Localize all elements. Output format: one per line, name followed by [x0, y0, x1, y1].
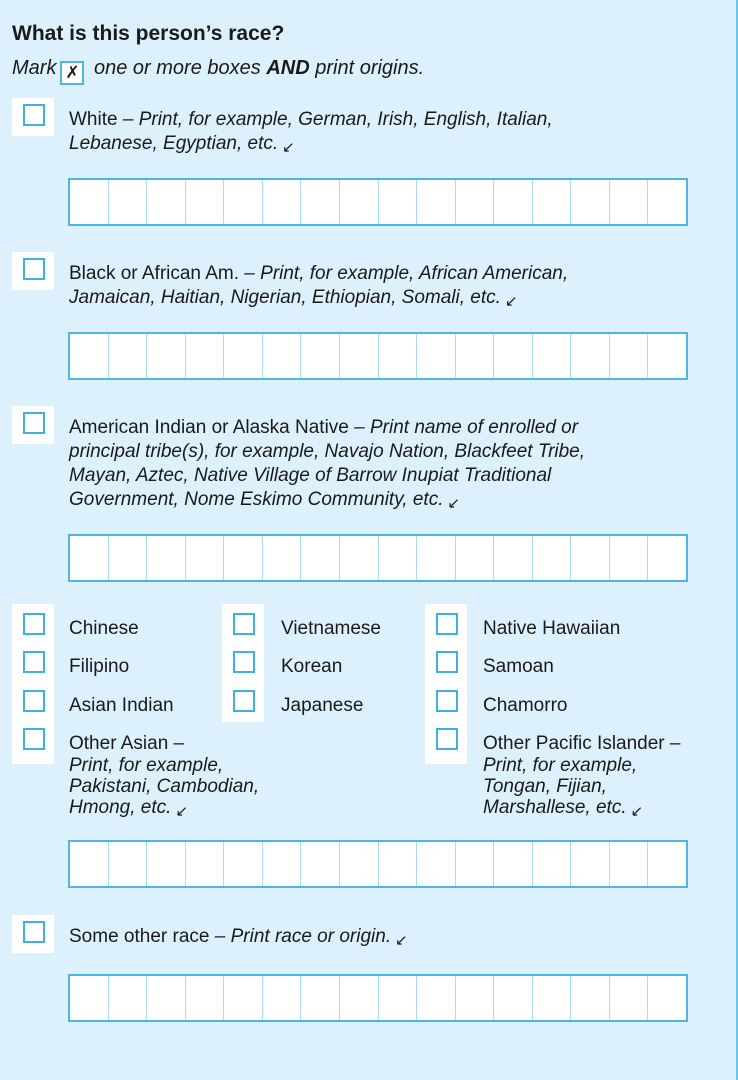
aian-instruction-line1: – Print name of enrolled or	[348, 417, 579, 438]
chinese-checkbox-wrap	[12, 607, 54, 645]
chinese-label: Chinese	[69, 618, 139, 639]
x-mark-icon: ✗	[60, 61, 84, 85]
black-checkbox[interactable]	[23, 258, 45, 280]
instr-mark-text: Mark	[12, 57, 57, 79]
native-hawaiian-label: Native Hawaiian	[483, 618, 621, 639]
question-heading: What is this person’s race?	[12, 22, 285, 45]
asian-indian-checkbox-wrap	[12, 684, 54, 722]
filipino-checkbox-wrap	[12, 645, 54, 683]
arrow-down-left-icon: ↙	[395, 932, 408, 949]
black-label	[69, 262, 568, 286]
some-other-race-instruction: – Print race or origin.	[209, 926, 392, 947]
other-pacific-label: Other Pacific Islander –	[483, 733, 681, 754]
some-other-race-checkbox-wrap	[12, 915, 54, 953]
aian-label-text: American Indian or Alaska Native	[69, 417, 349, 438]
some-other-race-input[interactable]	[68, 974, 688, 1022]
some-other-race-label	[69, 925, 408, 950]
chamorro-checkbox[interactable]	[436, 690, 458, 712]
japanese-checkbox-wrap	[222, 684, 264, 722]
other-pacific-instruction-line2: Print, for example,	[483, 755, 638, 776]
white-instruction-line1: – Print, for example, German, Irish, English, Italian,	[117, 109, 553, 130]
asian-indian-label: Asian Indian	[69, 695, 174, 716]
white-label	[69, 108, 553, 132]
arrow-down-left-icon: ↙	[447, 495, 461, 512]
black-instruction-line1: – Print, for example, African American,	[239, 263, 569, 284]
other-pacific-instruction-line3: Tongan, Fijian,	[483, 776, 607, 797]
asian-indian-checkbox[interactable]	[23, 690, 45, 712]
black-label-text: Black or African Am.	[69, 263, 240, 284]
other-asian-instruction-line2: Print, for example,	[69, 755, 224, 776]
instr-mid-text: one or more boxes	[88, 57, 267, 79]
other-pacific-line4	[483, 796, 643, 821]
white-origin-input[interactable]	[68, 178, 688, 226]
black-instruction-line2: Jamaican, Haitian, Nigerian, Ethiopian, Somali, etc.	[69, 287, 501, 308]
white-instruction-line2-row	[69, 132, 295, 157]
other-asian-label: Other Asian –	[69, 733, 185, 754]
aian-instruction-line3-row	[69, 464, 551, 488]
chamorro-checkbox-wrap	[425, 684, 467, 722]
instr-and-text: AND	[266, 57, 310, 79]
native-hawaiian-checkbox[interactable]	[436, 613, 458, 635]
arrow-down-left-icon: ↙	[282, 139, 295, 156]
aian-checkbox-wrap	[12, 406, 54, 444]
arrow-down-left-icon: ↙	[175, 803, 189, 820]
vietnamese-checkbox-wrap	[222, 607, 264, 645]
other-pacific-instruction-line4: Marshallese, etc.	[483, 797, 627, 818]
other-pacific-checkbox-wrap	[425, 722, 467, 760]
white-instruction-line2: Lebanese, Egyptian, etc.	[69, 133, 279, 154]
chamorro-label: Chamorro	[483, 695, 568, 716]
chinese-checkbox[interactable]	[23, 613, 45, 635]
filipino-label: Filipino	[69, 656, 130, 677]
japanese-checkbox[interactable]	[233, 690, 255, 712]
instr-post-text: print origins.	[309, 57, 425, 79]
korean-checkbox-wrap	[222, 645, 264, 683]
some-other-race-label-text: Some other race	[69, 926, 210, 947]
other-asian-instruction-line3: Pakistani, Cambodian,	[69, 776, 260, 797]
black-checkbox-wrap	[12, 252, 54, 290]
question-instructions	[12, 54, 424, 85]
arrow-down-left-icon: ↙	[504, 293, 518, 310]
other-asian-checkbox[interactable]	[23, 728, 45, 750]
vietnamese-checkbox[interactable]	[233, 613, 255, 635]
aian-instruction-line2: principal tribe(s), for example, Navajo Nation, Blackfeet Tribe,	[69, 441, 586, 462]
samoan-checkbox-wrap	[425, 645, 467, 683]
vietnamese-label: Vietnamese	[281, 618, 381, 639]
other-pacific-checkbox[interactable]	[436, 728, 458, 750]
other-asian-checkbox-wrap	[12, 722, 54, 760]
arrow-down-left-icon: ↙	[630, 803, 644, 820]
some-other-race-checkbox[interactable]	[23, 921, 45, 943]
aian-label	[69, 416, 578, 440]
white-label-text: White	[69, 109, 118, 130]
black-origin-input[interactable]	[68, 332, 688, 380]
asian-pacific-origin-input[interactable]	[68, 840, 688, 888]
black-instruction-line2-row	[69, 286, 518, 311]
samoan-label: Samoan	[483, 656, 554, 677]
korean-label: Korean	[281, 656, 343, 677]
korean-checkbox[interactable]	[233, 651, 255, 673]
aian-instruction-line4-row	[69, 488, 460, 513]
aian-checkbox[interactable]	[23, 412, 45, 434]
samoan-checkbox[interactable]	[436, 651, 458, 673]
japanese-label: Japanese	[281, 695, 364, 716]
other-asian-line4	[69, 796, 188, 821]
native-hawaiian-checkbox-wrap	[425, 607, 467, 645]
aian-tribe-input[interactable]	[68, 534, 688, 582]
aian-instruction-line4: Government, Nome Eskimo Community, etc.	[69, 489, 444, 510]
aian-instruction-line2-row	[69, 440, 585, 464]
aian-instruction-line3: Mayan, Aztec, Native Village of Barrow Inupiat Traditional	[69, 465, 552, 486]
filipino-checkbox[interactable]	[23, 651, 45, 673]
other-asian-instruction-line4: Hmong, etc.	[69, 797, 172, 818]
white-checkbox[interactable]	[23, 104, 45, 126]
white-checkbox-wrap	[12, 98, 54, 136]
